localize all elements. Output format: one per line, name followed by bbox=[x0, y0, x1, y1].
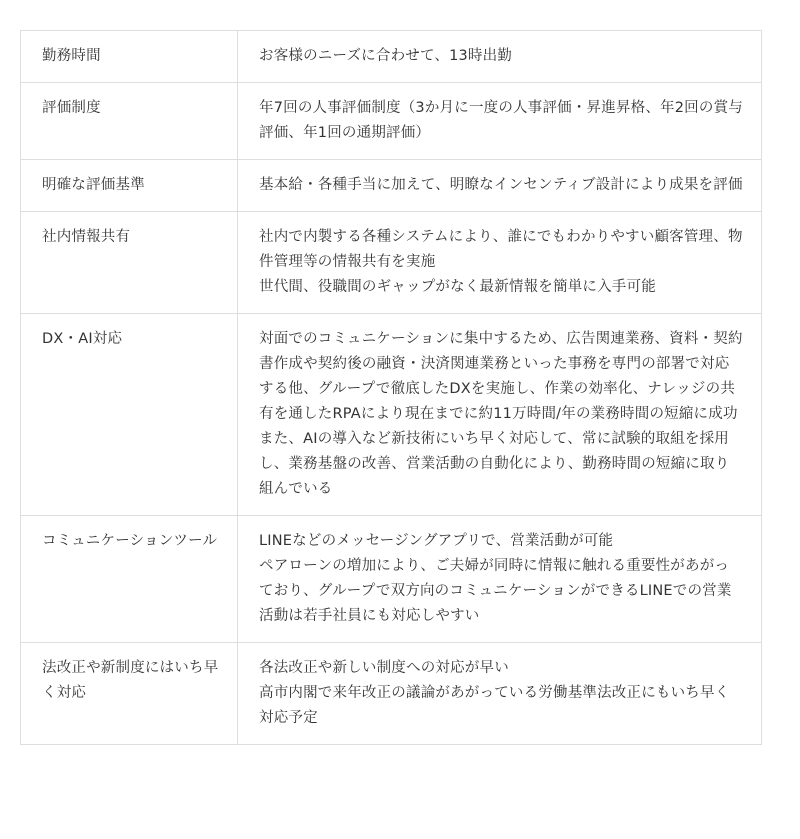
row-label: 法改正や新制度にはいち早く対応 bbox=[21, 643, 238, 745]
row-value bbox=[238, 643, 762, 745]
row-value bbox=[238, 31, 762, 83]
table-row bbox=[21, 314, 762, 516]
row-value-line: お客様のニーズに合わせて、13時出勤 bbox=[259, 48, 513, 64]
row-label: 評価制度 bbox=[21, 83, 238, 160]
row-label: 勤務時間 bbox=[21, 31, 238, 83]
row-value-line: 社内で内製する各種システムにより、誰にでもわかりやすい顧客管理、物件管理等の情報共有を実施 bbox=[259, 229, 743, 270]
row-value-line: ペアローンの増加により、ご夫婦が同時に情報に触れる重要性があがっており、グループで双方向のコミュニケーションができるLINEでの営業活動は若手社員にも対応しやすい bbox=[259, 558, 732, 624]
row-value bbox=[238, 212, 762, 314]
table-row bbox=[21, 516, 762, 643]
row-label: 社内情報共有 bbox=[21, 212, 238, 314]
row-value-line: 世代間、役職間のギャップがなく最新情報を簡単に入手可能 bbox=[259, 279, 656, 295]
table-row bbox=[21, 212, 762, 314]
row-value-line: 対面でのコミュニケーションに集中するため、広告関連業務、資料・契約書作成や契約後の融資・決済関連業務といった事務を専門の部署で対応する他、グループで徹底したDXを実施し、作業の効率化、ナレッジの共有を通したRPAにより現在までに約11万時間/年の業務時間の短縮に成功 bbox=[259, 331, 743, 422]
row-value-line: 各法改正や新しい制度への対応が早い bbox=[259, 660, 509, 676]
row-value bbox=[238, 314, 762, 516]
row-value-line: 基本給・各種手当に加えて、明瞭なインセンティブ設計により成果を評価 bbox=[259, 177, 743, 193]
table-row bbox=[21, 160, 762, 212]
table-row bbox=[21, 83, 762, 160]
info-table-container bbox=[20, 30, 762, 745]
row-value bbox=[238, 83, 762, 160]
row-value bbox=[238, 516, 762, 643]
row-value bbox=[238, 160, 762, 212]
row-value-line: また、AIの導入など新技術にいち早く対応して、常に試験的取組を採用し、業務基盤の改善、営業活動の自動化により、勤務時間の短縮に取り組んでいる bbox=[259, 431, 730, 497]
table-row bbox=[21, 31, 762, 83]
row-value-line: 年7回の人事評価制度（3か月に一度の人事評価・昇進昇格、年2回の賞与評価、年1回の通期評価） bbox=[259, 100, 743, 141]
row-value-line: 高市内閣で来年改正の議論があがっている労働基準法改正にもいち早く対応予定 bbox=[259, 685, 730, 726]
table-row bbox=[21, 643, 762, 745]
row-label: 明確な評価基準 bbox=[21, 160, 238, 212]
row-label: DX・AI対応 bbox=[21, 314, 238, 516]
row-label: コミュニケーションツール bbox=[21, 516, 238, 643]
row-value-line: LINEなどのメッセージングアプリで、営業活動が可能 bbox=[259, 533, 614, 549]
info-table bbox=[20, 30, 762, 745]
